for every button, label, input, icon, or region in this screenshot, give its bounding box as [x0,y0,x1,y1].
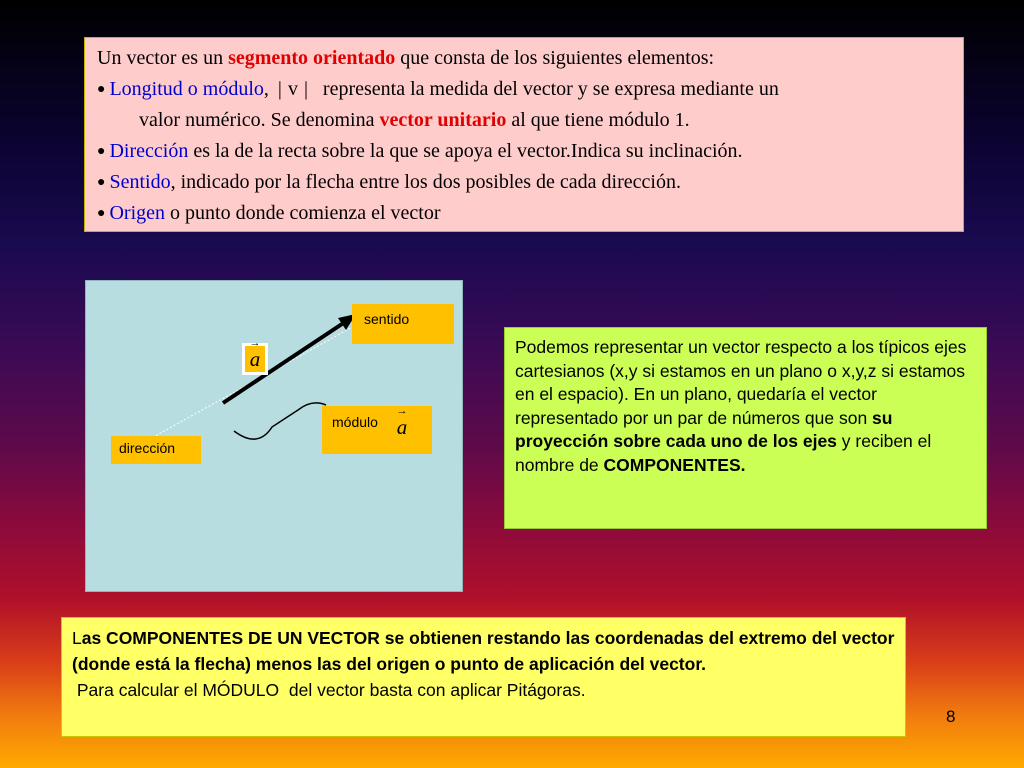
componentes-highlight: COMPONENTES. [603,454,746,475]
modulo-brace-icon [234,403,326,439]
modulo-vector-symbol: → a [390,414,414,440]
bullet-icon: ● [97,144,106,159]
direccion-label: dirección [111,436,201,464]
modulo-pitagoras-text: Para calcular el MÓDULO del vector basta con aplicar Pitágoras. [72,680,586,700]
definition-box [84,37,964,232]
vector-diagram [85,280,463,592]
page-number: 8 [946,707,956,726]
bullet-icon: ● [97,175,106,190]
highlight-vector-unitario: vector unitario [379,109,507,131]
components-rule-text: Las COMPONENTES DE UN VECTOR se obtienen restando las coordenadas del extremo del vector (donde está la flecha) menos las del origen o punto de aplicación del vector. [72,628,895,674]
term-origen: Origen [109,202,166,224]
term-longitud: Longitud o módulo [109,78,264,100]
modulus-symbol: |v| [277,78,314,100]
highlight-segmento-orientado: segmento orientado [228,47,396,69]
definition-line-5: ● Sentido, indicado por la flecha entre los dos posibles de cada dirección. [97,171,681,193]
definition-line-1: Un vector es un segmento orientado que consta de los siguientes elementos: [97,47,715,69]
definition-line-3: valor numérico. Se denomina vector unitario al que tiene módulo 1. [139,109,690,131]
cartesian-components-box: Podemos representar un vector respecto a los típicos ejes cartesianos (x,y si estamos en un plano o x,y,z si estamos en el espacio). En un plano, quedaría el vector representado por un par de números que son su proyección sobre cada uno de los ejes y reciben el nombre de COMPONENTES. [504,327,987,529]
modulo-label: módulo [322,406,432,454]
definition-line-6: ● Origen o punto donde comienza el vector [97,202,441,224]
vector-arrow-icon: → [396,405,408,417]
projection-highlight: su proyección sobre cada uno de los ejes [515,407,893,451]
bullet-icon: ● [97,82,106,97]
term-direccion: Dirección [109,140,189,162]
vector-symbol-label: → a [242,343,268,375]
definition-line-2: ● Longitud o módulo, |v| representa la medida del vector y se expresa mediante un [97,74,953,105]
vector-arrow-icon: → [249,337,261,349]
bullet-icon: ● [97,206,106,221]
components-rule-box [61,617,906,737]
definition-line-4: ● Dirección es la de la recta sobre la que se apoya el vector.Indica su inclinación. [97,140,743,162]
term-sentido: Sentido [109,171,171,193]
sentido-label: sentido [352,304,454,344]
